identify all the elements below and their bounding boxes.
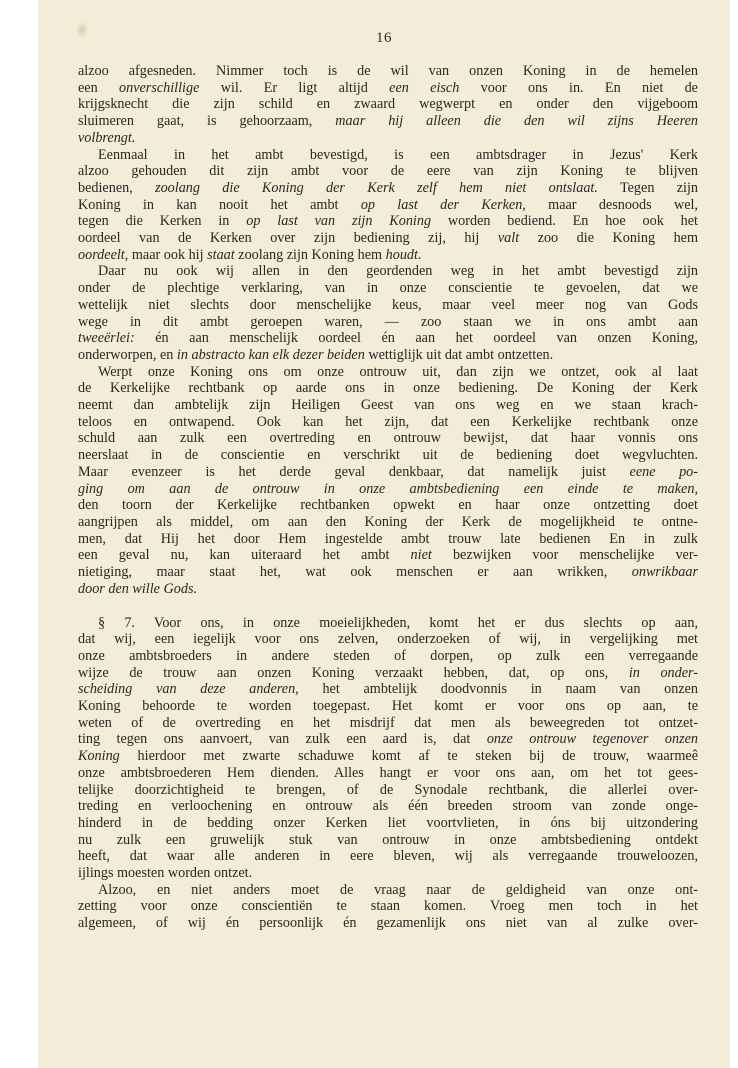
text-line (78, 447, 698, 464)
text-run: alzoo afgesneden. Nimmer toch is de wil van onzen Koning in de hemelen (78, 63, 698, 79)
italic-run: tweeërlei: (78, 330, 135, 347)
text-line (78, 681, 698, 698)
text-line (78, 96, 698, 113)
text-line (78, 815, 698, 832)
text-run: een (78, 79, 120, 96)
text-line (78, 731, 698, 748)
italic-run: niet (410, 547, 432, 564)
text-line (78, 397, 698, 414)
italic-run: op last der Kerken, (360, 196, 526, 213)
text-run: alzoo gehouden dit zijn ambt voor de eere van zijn Koning te blijven (78, 163, 698, 180)
text-run: zetting voor onze conscientiën te staan komen. Vroeg men toch in het (78, 898, 698, 915)
text-line (78, 547, 698, 564)
text-line (78, 782, 698, 799)
text-run: een geval nu, kan uiteraard het ambt (78, 547, 411, 564)
italic-run: onwrikbaar (631, 564, 698, 581)
italic-run: op last van zijn Koning (246, 213, 432, 230)
text-run: den toorn der Kerkelijke rechtbanken opwekt en haar onze ontzetting doet (78, 497, 698, 514)
text-run: wettiglijk uit dat ambt ontzetten. (364, 346, 554, 363)
text-run: ijlings moesten worden ontzet. (78, 865, 253, 882)
italic-run: in abstracto kan elk dezer beiden (176, 346, 365, 363)
text-run: § 7. Voor ons, in onze moeielijkheden, komt het er dus slechts op aan, (98, 614, 698, 631)
text-line (78, 698, 698, 715)
text-run: teloos en ontwapend. Ook kan het zijn, dat een Kerkelijke rechtbank onze (78, 413, 698, 430)
text-run: algemeen, of wij én persoonlijk én gezamenlijk ons niet van al zulke over- (78, 915, 698, 932)
text-run: dat wij, een iegelijk voor ons zelven, onderzoeken of wij, in vergelijking met (78, 631, 698, 648)
text-run: én aan menschelijk oordeel én aan het oordeel van onzen Koning, (134, 330, 698, 347)
text-run: krijgsknecht die zijn schild en zwaard wegwerpt en onder den vijgeboom (78, 96, 698, 113)
text-run: wil. Er ligt altijd (199, 79, 390, 96)
text-run: de Kerkelijke rechtbank op aarde ons in onze bediening. De Koning der Kerk (78, 380, 698, 397)
italic-run: scheiding van deze anderen, (78, 681, 299, 698)
text-line (78, 430, 698, 447)
text-run: aangrijpen als middel, om aan den Koning der Kerk de mogelijkheid te ontne- (78, 513, 698, 530)
text-line (78, 213, 698, 230)
text-line (78, 414, 698, 431)
italic-run: houdt. (385, 246, 422, 263)
book-page (38, 0, 730, 1068)
italic-run: volbrengt. (78, 129, 136, 146)
text-line (78, 180, 698, 197)
text-line (78, 665, 698, 682)
text-run: nietiging, maar staat het, wat ook menschen er aan wrikken, (78, 564, 632, 581)
text-line (78, 80, 698, 97)
text-run: Daar nu ook wij allen in den geordenden weg in het ambt bevestigd zijn (98, 263, 698, 280)
text-line (78, 615, 698, 632)
text-run: Alzoo, en niet anders moet de vraag naar de geldigheid van onze ont- (98, 881, 698, 898)
italic-run: eene po- (629, 463, 698, 480)
text-run: tegen die Kerken in (78, 213, 247, 230)
text-run: ting tegen ons aanvoert, van zulk een aard is, dat (78, 731, 487, 748)
italic-run: in onder- (628, 664, 698, 681)
text-run: maar desnoods wel, (525, 196, 698, 213)
italic-run: ging om aan de ontrouw in onze ambtsbediening een einde te maken, (78, 480, 698, 497)
text-line (78, 514, 698, 531)
text-line (78, 464, 698, 481)
text-run: hierdoor met zwarte schaduwe komt af te steken bij de trouw, waarmeê (119, 748, 698, 765)
body-text (78, 63, 698, 932)
text-run: wege in dit ambt geroepen waren, — zoo staan we in ons ambt aan (78, 313, 698, 330)
text-run: wettelijk niet slechts door menschelijke keus, maar veel meer nog van Gods (78, 296, 698, 313)
text-line (78, 230, 698, 247)
italic-run: valt (497, 230, 520, 247)
text-line (78, 247, 698, 264)
text-run: oordeel van de Kerken over zijn bediening zij, hij (78, 230, 498, 247)
italic-run: door den wille Gods. (78, 580, 198, 597)
text-line (78, 564, 698, 581)
italic-run: onverschillige (119, 79, 200, 96)
text-line (78, 364, 698, 381)
text-run: worden bediend. En hoe ook het (431, 213, 698, 230)
text-line (78, 865, 698, 882)
text-run: treding en verloochening en ontrouw als één breeden stroom van zonde onge- (78, 798, 698, 815)
text-line (78, 581, 698, 598)
italic-run: een eisch (389, 79, 460, 96)
text-run: voor ons in. En niet de (459, 79, 698, 96)
text-run: onderworpen, en (78, 346, 177, 363)
italic-run: onze ontrouw tegenover onzen (486, 731, 698, 748)
text-line (78, 113, 698, 130)
text-run: schuld aan zulk een overtreding en ontrouw bewijst, dat haar vonnis ons (78, 430, 698, 447)
text-line (78, 147, 698, 164)
text-run: weten of de overtreding en het misdrijf dat men als beweegreden tot ontzet- (78, 714, 698, 731)
text-run: onze ambtsbroederen Hem dienden. Alles hangt er voor ons aan, om het tot gees- (78, 764, 698, 781)
text-line (78, 882, 698, 899)
text-run: neemt dan ambtelijk zijn Heiligen Geest van ons weg en we staan krach- (78, 397, 698, 414)
text-run: sluimeren gaat, is gehoorzaam, (78, 113, 336, 130)
text-run: heeft, dat waar alle anderen in eere bleven, wij als verregaande trouweloozen, (78, 848, 698, 865)
italic-run: maar hij alleen die den wil zijns Heeren (335, 113, 698, 130)
text-line (78, 347, 698, 364)
text-line (78, 898, 698, 915)
text-line (78, 163, 698, 180)
text-run: Eenmaal in het ambt bevestigd, is een ambtsdrager in Jezus' Kerk (98, 146, 698, 163)
text-run: zoo die Koning hem (519, 230, 698, 247)
text-line (78, 63, 698, 80)
text-line (78, 748, 698, 765)
text-run: bedienen, (78, 179, 156, 196)
page-number: 16 (376, 30, 392, 46)
text-line (78, 297, 698, 314)
text-line (78, 648, 698, 665)
text-line (78, 715, 698, 732)
text-line (78, 130, 698, 147)
text-line (78, 330, 698, 347)
text-line (78, 848, 698, 865)
italic-run: Koning (78, 748, 120, 765)
text-run: zoolang zijn Koning hem (234, 246, 386, 263)
text-run: neerslaat in de conscientie en verschrikt uit de bediening doet wegvluchten. (78, 447, 698, 464)
text-run: onder de plechtige verklaring, van in onze conscientie te gevoelen, dat we (78, 280, 698, 297)
text-run: Maar evenzeer is het derde geval denkbaar, dat namelijk juist (78, 463, 630, 480)
text-line (78, 915, 698, 932)
text-line (78, 380, 698, 397)
text-line (78, 631, 698, 648)
text-run: het ambtelijk doodvonnis in naam van onzen (298, 681, 699, 698)
text-run: Koning in kan nooit het ambt (78, 196, 361, 213)
text-run: men, dat Hij het door Hem ingestelde ambt trouw late bedienen En in zulk (78, 530, 698, 547)
text-run: bezwijken voor menschelijke ver- (431, 547, 698, 564)
text-line (78, 765, 698, 782)
text-run: onze ambtsbroeders in andere steden of dorpen, op zulk een verregaande (78, 647, 698, 664)
text-line (78, 280, 698, 297)
text-run: Tegen zijn (597, 179, 698, 196)
text-run: Werpt onze Koning ons om onze ontrouw uit, dan zijn we ontzet, ook al laat (98, 363, 698, 380)
italic-run: oordeelt, (78, 246, 129, 263)
text-run: telijke doorzichtigheid te brengen, of de Synodale rechtbank, die allerlei over- (78, 781, 698, 798)
text-line (78, 497, 698, 514)
text-line (78, 798, 698, 815)
text-run: wijze de trouw aan onzen Koning verzaakt hebben, dat, op ons, (78, 664, 629, 681)
text-run: Koning behoorde te worden toegepast. Het komt er voor ons op aan, te (78, 698, 698, 715)
text-line (78, 481, 698, 498)
italic-run: zoolang die Koning der Kerk zelf hem niet ontslaat. (155, 179, 598, 196)
text-line (78, 197, 698, 214)
text-run: nu zulk een gruwelijk stuk van ontrouw in onze ambtsbediening ontdekt (78, 831, 698, 848)
text-run: hinderd in de bedding onzer Kerken liet voortvlieten, in óns bij uitzondering (78, 814, 698, 831)
text-line (78, 314, 698, 331)
text-line (78, 832, 698, 849)
text-run: maar ook hij (128, 246, 208, 263)
text-line (78, 263, 698, 280)
text-line (78, 531, 698, 548)
italic-run: staat (207, 246, 235, 263)
